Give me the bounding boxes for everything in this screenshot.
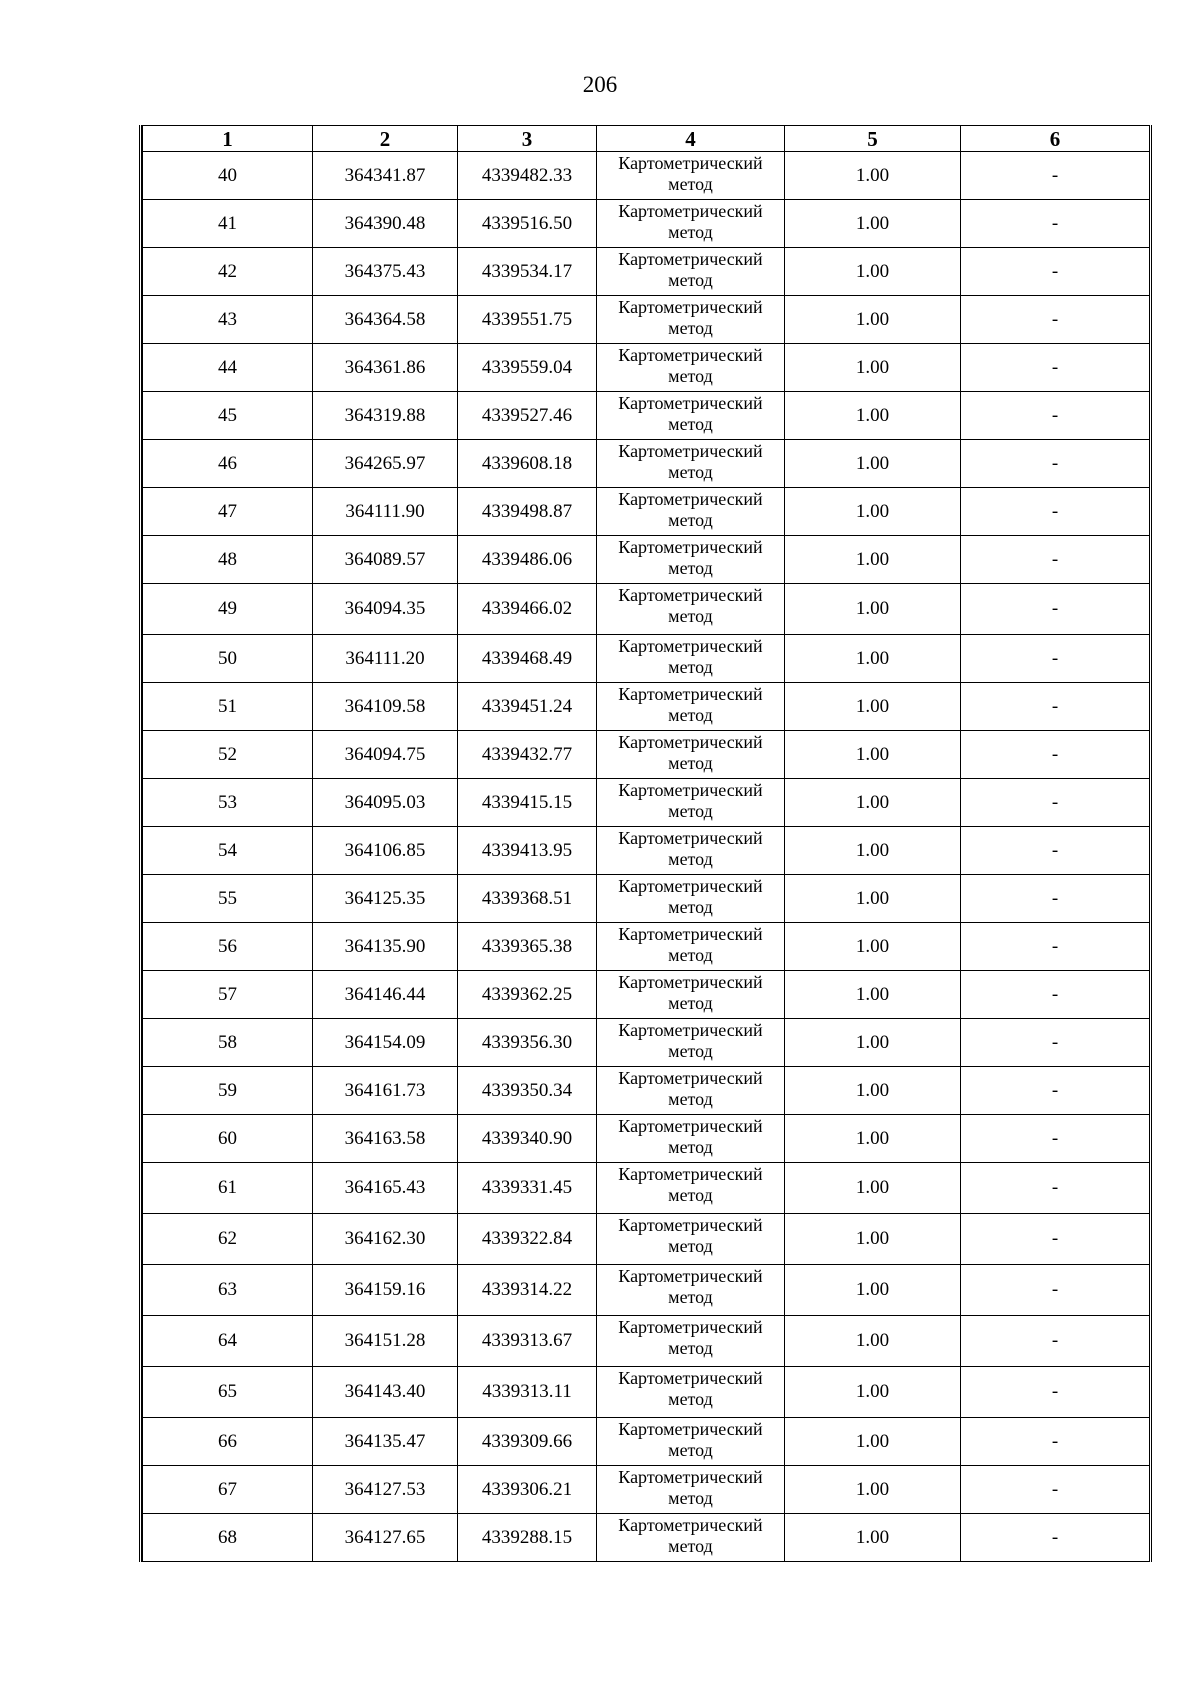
accuracy-cell: 1.00 bbox=[785, 440, 961, 488]
y-coordinate-cell: 4339331.45 bbox=[458, 1163, 597, 1214]
note-cell: - bbox=[961, 1316, 1150, 1367]
note-cell: - bbox=[961, 1067, 1150, 1115]
x-coordinate-cell: 364095.03 bbox=[313, 779, 458, 827]
method-cell: Картометрический метод bbox=[597, 488, 785, 536]
table-row bbox=[143, 488, 1150, 536]
y-coordinate-cell: 4339516.50 bbox=[458, 200, 597, 248]
x-coordinate-cell: 364163.58 bbox=[313, 1115, 458, 1163]
accuracy-cell: 1.00 bbox=[785, 779, 961, 827]
note-cell: - bbox=[961, 584, 1150, 635]
accuracy-cell: 1.00 bbox=[785, 488, 961, 536]
method-cell: Картометрический метод bbox=[597, 296, 785, 344]
y-coordinate-cell: 4339415.15 bbox=[458, 779, 597, 827]
point-number-cell: 60 bbox=[143, 1115, 313, 1163]
table-row bbox=[143, 1418, 1150, 1466]
table-row bbox=[143, 1367, 1150, 1418]
method-cell: Картометрический метод bbox=[597, 392, 785, 440]
accuracy-cell: 1.00 bbox=[785, 1514, 961, 1562]
note-cell: - bbox=[961, 971, 1150, 1019]
x-coordinate-cell: 364341.87 bbox=[313, 152, 458, 200]
point-number-cell: 58 bbox=[143, 1019, 313, 1067]
table-row bbox=[143, 1214, 1150, 1265]
accuracy-cell: 1.00 bbox=[785, 1265, 961, 1316]
note-cell: - bbox=[961, 1163, 1150, 1214]
accuracy-cell: 1.00 bbox=[785, 248, 961, 296]
table-row bbox=[143, 344, 1150, 392]
y-coordinate-cell: 4339313.67 bbox=[458, 1316, 597, 1367]
header-cell-4: 4 bbox=[597, 126, 785, 152]
table-row bbox=[143, 1316, 1150, 1367]
accuracy-cell: 1.00 bbox=[785, 1316, 961, 1367]
accuracy-cell: 1.00 bbox=[785, 827, 961, 875]
table-row bbox=[143, 1067, 1150, 1115]
y-coordinate-cell: 4339468.49 bbox=[458, 635, 597, 683]
table-row bbox=[143, 827, 1150, 875]
note-cell: - bbox=[961, 731, 1150, 779]
point-number-cell: 57 bbox=[143, 971, 313, 1019]
point-number-cell: 64 bbox=[143, 1316, 313, 1367]
point-number-cell: 41 bbox=[143, 200, 313, 248]
method-cell: Картометрический метод bbox=[597, 1115, 785, 1163]
accuracy-cell: 1.00 bbox=[785, 392, 961, 440]
y-coordinate-cell: 4339365.38 bbox=[458, 923, 597, 971]
x-coordinate-cell: 364265.97 bbox=[313, 440, 458, 488]
method-cell: Картометрический метод bbox=[597, 584, 785, 635]
y-coordinate-cell: 4339527.46 bbox=[458, 392, 597, 440]
note-cell: - bbox=[961, 1367, 1150, 1418]
table-row bbox=[143, 1163, 1150, 1214]
note-cell: - bbox=[961, 1514, 1150, 1562]
table-body bbox=[143, 152, 1150, 1562]
table-row bbox=[143, 971, 1150, 1019]
method-cell: Картометрический метод bbox=[597, 1265, 785, 1316]
method-cell: Картометрический метод bbox=[597, 248, 785, 296]
point-number-cell: 49 bbox=[143, 584, 313, 635]
y-coordinate-cell: 4339486.06 bbox=[458, 536, 597, 584]
table-row bbox=[143, 635, 1150, 683]
method-cell: Картометрический метод bbox=[597, 200, 785, 248]
header-cell-1: 1 bbox=[143, 126, 313, 152]
note-cell: - bbox=[961, 827, 1150, 875]
point-number-cell: 48 bbox=[143, 536, 313, 584]
y-coordinate-cell: 4339322.84 bbox=[458, 1214, 597, 1265]
y-coordinate-cell: 4339368.51 bbox=[458, 875, 597, 923]
table-row bbox=[143, 683, 1150, 731]
header-cell-5: 5 bbox=[785, 126, 961, 152]
point-number-cell: 67 bbox=[143, 1466, 313, 1514]
note-cell: - bbox=[961, 152, 1150, 200]
y-coordinate-cell: 4339432.77 bbox=[458, 731, 597, 779]
y-coordinate-cell: 4339551.75 bbox=[458, 296, 597, 344]
table-row bbox=[143, 731, 1150, 779]
method-cell: Картометрический метод bbox=[597, 683, 785, 731]
x-coordinate-cell: 364165.43 bbox=[313, 1163, 458, 1214]
point-number-cell: 62 bbox=[143, 1214, 313, 1265]
x-coordinate-cell: 364111.90 bbox=[313, 488, 458, 536]
table-row bbox=[143, 584, 1150, 635]
x-coordinate-cell: 364364.58 bbox=[313, 296, 458, 344]
x-coordinate-cell: 364127.65 bbox=[313, 1514, 458, 1562]
accuracy-cell: 1.00 bbox=[785, 152, 961, 200]
point-number-cell: 66 bbox=[143, 1418, 313, 1466]
table-row bbox=[143, 1019, 1150, 1067]
method-cell: Картометрический метод bbox=[597, 1214, 785, 1265]
accuracy-cell: 1.00 bbox=[785, 344, 961, 392]
note-cell: - bbox=[961, 1265, 1150, 1316]
accuracy-cell: 1.00 bbox=[785, 1418, 961, 1466]
accuracy-cell: 1.00 bbox=[785, 536, 961, 584]
point-number-cell: 53 bbox=[143, 779, 313, 827]
y-coordinate-cell: 4339534.17 bbox=[458, 248, 597, 296]
accuracy-cell: 1.00 bbox=[785, 1367, 961, 1418]
point-number-cell: 55 bbox=[143, 875, 313, 923]
x-coordinate-cell: 364375.43 bbox=[313, 248, 458, 296]
method-cell: Картометрический метод bbox=[597, 875, 785, 923]
x-coordinate-cell: 364146.44 bbox=[313, 971, 458, 1019]
note-cell: - bbox=[961, 779, 1150, 827]
y-coordinate-cell: 4339340.90 bbox=[458, 1115, 597, 1163]
note-cell: - bbox=[961, 1019, 1150, 1067]
coordinates-table bbox=[142, 125, 1150, 1562]
y-coordinate-cell: 4339362.25 bbox=[458, 971, 597, 1019]
header-cell-6: 6 bbox=[961, 126, 1150, 152]
note-cell: - bbox=[961, 440, 1150, 488]
table-row bbox=[143, 1115, 1150, 1163]
x-coordinate-cell: 364106.85 bbox=[313, 827, 458, 875]
point-number-cell: 50 bbox=[143, 635, 313, 683]
accuracy-cell: 1.00 bbox=[785, 731, 961, 779]
method-cell: Картометрический метод bbox=[597, 923, 785, 971]
point-number-cell: 51 bbox=[143, 683, 313, 731]
x-coordinate-cell: 364125.35 bbox=[313, 875, 458, 923]
point-number-cell: 46 bbox=[143, 440, 313, 488]
method-cell: Картометрический метод bbox=[597, 440, 785, 488]
x-coordinate-cell: 364151.28 bbox=[313, 1316, 458, 1367]
method-cell: Картометрический метод bbox=[597, 1418, 785, 1466]
method-cell: Картометрический метод bbox=[597, 1466, 785, 1514]
note-cell: - bbox=[961, 488, 1150, 536]
accuracy-cell: 1.00 bbox=[785, 1466, 961, 1514]
accuracy-cell: 1.00 bbox=[785, 635, 961, 683]
method-cell: Картометрический метод bbox=[597, 1019, 785, 1067]
x-coordinate-cell: 364109.58 bbox=[313, 683, 458, 731]
method-cell: Картометрический метод bbox=[597, 731, 785, 779]
x-coordinate-cell: 364159.16 bbox=[313, 1265, 458, 1316]
note-cell: - bbox=[961, 248, 1150, 296]
point-number-cell: 45 bbox=[143, 392, 313, 440]
x-coordinate-cell: 364135.90 bbox=[313, 923, 458, 971]
note-cell: - bbox=[961, 1466, 1150, 1514]
method-cell: Картометрический метод bbox=[597, 779, 785, 827]
point-number-cell: 40 bbox=[143, 152, 313, 200]
x-coordinate-cell: 364094.35 bbox=[313, 584, 458, 635]
table-row bbox=[143, 440, 1150, 488]
x-coordinate-cell: 364127.53 bbox=[313, 1466, 458, 1514]
point-number-cell: 56 bbox=[143, 923, 313, 971]
y-coordinate-cell: 4339466.02 bbox=[458, 584, 597, 635]
accuracy-cell: 1.00 bbox=[785, 1115, 961, 1163]
note-cell: - bbox=[961, 923, 1150, 971]
header-cell-3: 3 bbox=[458, 126, 597, 152]
note-cell: - bbox=[961, 635, 1150, 683]
x-coordinate-cell: 364154.09 bbox=[313, 1019, 458, 1067]
method-cell: Картометрический метод bbox=[597, 971, 785, 1019]
accuracy-cell: 1.00 bbox=[785, 1067, 961, 1115]
point-number-cell: 59 bbox=[143, 1067, 313, 1115]
point-number-cell: 54 bbox=[143, 827, 313, 875]
method-cell: Картометрический метод bbox=[597, 1067, 785, 1115]
table-row bbox=[143, 1466, 1150, 1514]
method-cell: Картометрический метод bbox=[597, 344, 785, 392]
y-coordinate-cell: 4339309.66 bbox=[458, 1418, 597, 1466]
table-row bbox=[143, 200, 1150, 248]
method-cell: Картометрический метод bbox=[597, 1316, 785, 1367]
point-number-cell: 43 bbox=[143, 296, 313, 344]
point-number-cell: 65 bbox=[143, 1367, 313, 1418]
method-cell: Картометрический метод bbox=[597, 1514, 785, 1562]
y-coordinate-cell: 4339608.18 bbox=[458, 440, 597, 488]
note-cell: - bbox=[961, 296, 1150, 344]
x-coordinate-cell: 364361.86 bbox=[313, 344, 458, 392]
x-coordinate-cell: 364319.88 bbox=[313, 392, 458, 440]
table-row bbox=[143, 779, 1150, 827]
accuracy-cell: 1.00 bbox=[785, 1163, 961, 1214]
note-cell: - bbox=[961, 683, 1150, 731]
y-coordinate-cell: 4339482.33 bbox=[458, 152, 597, 200]
y-coordinate-cell: 4339288.15 bbox=[458, 1514, 597, 1562]
note-cell: - bbox=[961, 536, 1150, 584]
table-row bbox=[143, 152, 1150, 200]
point-number-cell: 68 bbox=[143, 1514, 313, 1562]
accuracy-cell: 1.00 bbox=[785, 1019, 961, 1067]
method-cell: Картометрический метод bbox=[597, 827, 785, 875]
method-cell: Картометрический метод bbox=[597, 152, 785, 200]
method-cell: Картометрический метод bbox=[597, 1163, 785, 1214]
x-coordinate-cell: 364390.48 bbox=[313, 200, 458, 248]
accuracy-cell: 1.00 bbox=[785, 584, 961, 635]
table-row bbox=[143, 248, 1150, 296]
y-coordinate-cell: 4339306.21 bbox=[458, 1466, 597, 1514]
table-row bbox=[143, 536, 1150, 584]
x-coordinate-cell: 364094.75 bbox=[313, 731, 458, 779]
note-cell: - bbox=[961, 1115, 1150, 1163]
method-cell: Картометрический метод bbox=[597, 1367, 785, 1418]
y-coordinate-cell: 4339314.22 bbox=[458, 1265, 597, 1316]
table-row bbox=[143, 1265, 1150, 1316]
note-cell: - bbox=[961, 1418, 1150, 1466]
x-coordinate-cell: 364089.57 bbox=[313, 536, 458, 584]
accuracy-cell: 1.00 bbox=[785, 971, 961, 1019]
note-cell: - bbox=[961, 200, 1150, 248]
point-number-cell: 61 bbox=[143, 1163, 313, 1214]
y-coordinate-cell: 4339313.11 bbox=[458, 1367, 597, 1418]
x-coordinate-cell: 364162.30 bbox=[313, 1214, 458, 1265]
note-cell: - bbox=[961, 1214, 1150, 1265]
method-cell: Картометрический метод bbox=[597, 536, 785, 584]
y-coordinate-cell: 4339350.34 bbox=[458, 1067, 597, 1115]
page-number: 206 bbox=[582, 72, 618, 97]
table-row bbox=[143, 296, 1150, 344]
note-cell: - bbox=[961, 344, 1150, 392]
accuracy-cell: 1.00 bbox=[785, 200, 961, 248]
method-cell: Картометрический метод bbox=[597, 635, 785, 683]
y-coordinate-cell: 4339413.95 bbox=[458, 827, 597, 875]
accuracy-cell: 1.00 bbox=[785, 1214, 961, 1265]
y-coordinate-cell: 4339451.24 bbox=[458, 683, 597, 731]
point-number-cell: 63 bbox=[143, 1265, 313, 1316]
x-coordinate-cell: 364135.47 bbox=[313, 1418, 458, 1466]
point-number-cell: 47 bbox=[143, 488, 313, 536]
accuracy-cell: 1.00 bbox=[785, 683, 961, 731]
coordinates-table-wrapper bbox=[139, 125, 1152, 1562]
x-coordinate-cell: 364111.20 bbox=[313, 635, 458, 683]
table-row bbox=[143, 923, 1150, 971]
accuracy-cell: 1.00 bbox=[785, 296, 961, 344]
header-cell-2: 2 bbox=[313, 126, 458, 152]
y-coordinate-cell: 4339498.87 bbox=[458, 488, 597, 536]
note-cell: - bbox=[961, 875, 1150, 923]
y-coordinate-cell: 4339559.04 bbox=[458, 344, 597, 392]
point-number-cell: 52 bbox=[143, 731, 313, 779]
table-row bbox=[143, 875, 1150, 923]
point-number-cell: 42 bbox=[143, 248, 313, 296]
x-coordinate-cell: 364161.73 bbox=[313, 1067, 458, 1115]
accuracy-cell: 1.00 bbox=[785, 875, 961, 923]
table-row bbox=[143, 392, 1150, 440]
y-coordinate-cell: 4339356.30 bbox=[458, 1019, 597, 1067]
note-cell: - bbox=[961, 392, 1150, 440]
x-coordinate-cell: 364143.40 bbox=[313, 1367, 458, 1418]
point-number-cell: 44 bbox=[143, 344, 313, 392]
accuracy-cell: 1.00 bbox=[785, 923, 961, 971]
table-row bbox=[143, 1514, 1150, 1562]
header-row bbox=[143, 126, 1150, 152]
